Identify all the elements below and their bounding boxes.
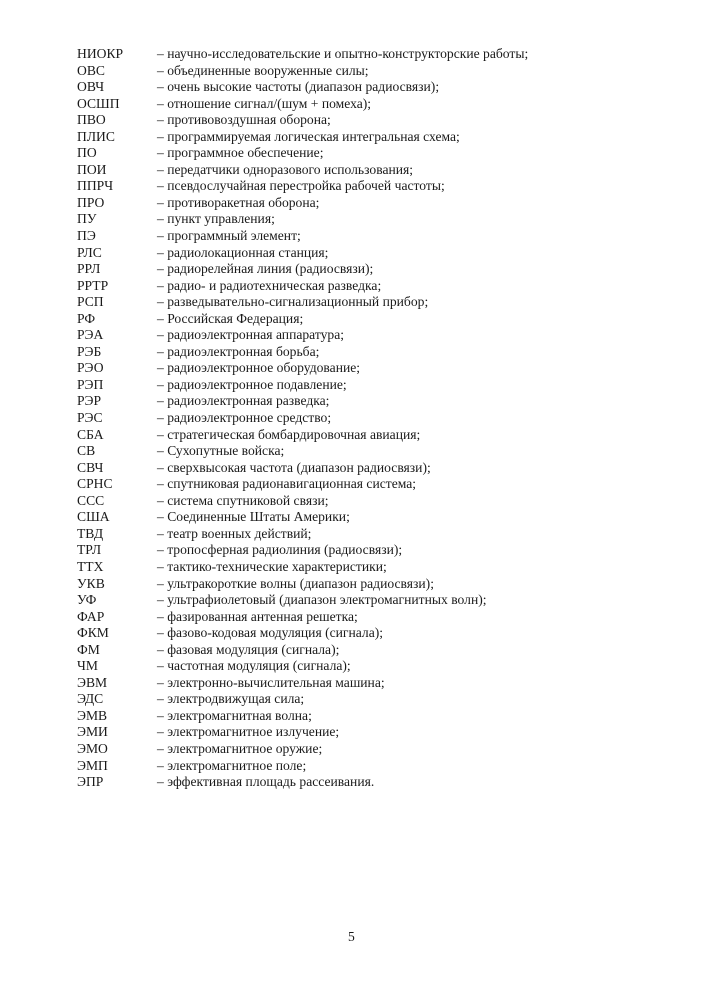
abbreviation-definition: – театр военных действий;	[157, 525, 312, 541]
abbreviation-term: ФАР	[77, 608, 105, 624]
abbreviation-term: РЭБ	[77, 343, 102, 359]
abbreviation-term: РЭА	[77, 327, 104, 343]
abbreviation-definition: – электромагнитное поле;	[157, 757, 307, 773]
abbreviation-term: ТТХ	[77, 558, 104, 574]
abbreviation-definition: – электромагнитное излучение;	[157, 724, 340, 740]
abbreviation-term: РРТР	[77, 277, 109, 293]
abbreviation-definition: – радиоэлектронная борьба;	[157, 343, 320, 359]
abbreviation-definition: – радиоэлектронное подавление;	[157, 376, 347, 392]
abbreviation-definition: – сверхвысокая частота (диапазон радиосвязи);	[157, 459, 431, 475]
abbreviation-definition: – радиоэлектронная разведка;	[157, 393, 330, 409]
abbreviation-term: ОВЧ	[77, 79, 105, 95]
abbreviation-definition: – электронно-вычислительная машина;	[157, 674, 385, 690]
abbreviation-definition: – пункт управления;	[157, 211, 275, 227]
abbreviation-term: РЭО	[77, 360, 104, 376]
abbreviation-term: РЭС	[77, 410, 103, 426]
abbreviation-term: ТРЛ	[77, 542, 102, 558]
abbreviation-definition: – стратегическая бомбардировочная авиация;	[157, 426, 421, 442]
abbreviation-definition: – программный элемент;	[157, 228, 301, 244]
page-number: 5	[348, 929, 355, 944]
abbreviation-term: ЭДС	[77, 691, 104, 707]
abbreviation-term: ЭМВ	[77, 707, 108, 723]
abbreviation-definition: – радиолокационная станция;	[157, 244, 329, 260]
abbreviation-definition: – тропосферная радиолиния (радиосвязи);	[157, 542, 403, 558]
abbreviation-term: ОВС	[77, 62, 105, 78]
abbreviation-definition: – Соединенные Штаты Америки;	[157, 509, 350, 525]
abbreviation-term: УФ	[77, 592, 97, 608]
abbreviation-definition: – радиоэлектронное средство;	[157, 410, 332, 426]
abbreviation-term: ПОИ	[77, 161, 107, 177]
abbreviation-definition: – электромагнитная волна;	[157, 707, 312, 723]
abbreviation-definition: – объединенные вооруженные силы;	[157, 62, 369, 78]
abbreviation-definition: – радиоэлектронное оборудование;	[157, 360, 361, 376]
abbreviation-term: СВ	[77, 443, 96, 459]
abbreviation-term: ОСШП	[77, 95, 120, 111]
abbreviation-term: ПРО	[77, 194, 105, 210]
abbreviation-definition: – отношение сигнал/(шум + помеха);	[157, 95, 372, 111]
abbreviation-term: РСП	[77, 294, 104, 310]
abbreviation-term: УКВ	[77, 575, 105, 591]
abbreviation-definition: – Сухопутные войска;	[157, 443, 285, 459]
abbreviation-term: РФ	[77, 310, 96, 326]
abbreviation-term: ЧМ	[77, 658, 98, 674]
abbreviation-term: СБА	[77, 426, 104, 442]
abbreviation-term: ФМ	[77, 641, 100, 657]
abbreviation-definition: – противовоздушная оборона;	[157, 112, 331, 128]
abbreviation-term: РЛС	[77, 244, 102, 260]
abbreviation-term: СРНС	[77, 476, 113, 492]
abbreviation-definition: – ультракороткие волны (диапазон радиосвязи);	[157, 575, 434, 591]
abbreviation-definition: – разведывательно-сигнализационный прибор;	[157, 294, 429, 310]
abbreviation-definition: – частотная модуляция (сигнала);	[157, 658, 351, 674]
abbreviation-definition: – эффективная площадь рассеивания.	[157, 774, 375, 790]
abbreviation-definition: – фазированная антенная решетка;	[157, 608, 358, 624]
abbreviation-term: ТВД	[77, 525, 104, 541]
abbreviation-term: ЭМП	[77, 757, 108, 773]
abbreviation-term: ПУ	[77, 211, 97, 227]
abbreviation-definition: – радио- и радиотехническая разведка;	[157, 277, 382, 293]
abbreviation-term: ПВО	[77, 112, 106, 128]
abbreviation-definition: – программируемая логическая интегральная схема;	[157, 128, 460, 144]
abbreviation-definition: – передатчики одноразового использования;	[157, 161, 414, 177]
abbreviation-definition: – научно-исследовательские и опытно-конструкторские работы;	[157, 46, 529, 61]
abbreviation-definition: – спутниковая радионавигационная система;	[157, 476, 417, 492]
abbreviation-definition: – ультрафиолетовый (диапазон электромагнитных волн);	[157, 592, 487, 608]
abbreviation-term: ПЭ	[77, 228, 96, 244]
abbreviation-definition: – радиоэлектронная аппаратура;	[157, 327, 345, 343]
abbreviation-term: ЭМО	[77, 740, 108, 756]
abbreviation-term: ПО	[77, 145, 97, 161]
abbreviation-definition: – псевдослучайная перестройка рабочей частоты;	[157, 178, 445, 194]
abbreviation-term: ПЛИС	[77, 128, 115, 144]
abbreviation-term: РРЛ	[77, 261, 101, 277]
abbreviation-term: ФКМ	[77, 625, 109, 641]
abbreviation-definition: – радиорелейная линия (радиосвязи);	[157, 261, 374, 277]
abbreviation-term: РЭР	[77, 393, 102, 409]
abbreviation-term: ППРЧ	[77, 178, 114, 194]
abbreviation-term: НИОКР	[77, 46, 124, 61]
abbreviation-definition: – фазовая модуляция (сигнала);	[157, 641, 340, 657]
abbreviation-term: ССС	[77, 492, 105, 508]
abbreviation-definition: – фазово-кодовая модуляция (сигнала);	[157, 625, 384, 641]
abbreviation-definition: – Российская Федерация;	[157, 310, 304, 326]
abbreviation-definition: – электродвижущая сила;	[157, 691, 305, 707]
abbreviation-definition: – очень высокие частоты (диапазон радиосвязи);	[157, 79, 440, 95]
abbreviation-term: СВЧ	[77, 459, 104, 475]
abbreviation-definition: – программное обеспечение;	[157, 145, 324, 161]
abbreviation-term: США	[77, 509, 110, 525]
abbreviation-term: РЭП	[77, 376, 104, 392]
abbreviation-definition: – противоракетная оборона;	[157, 194, 320, 210]
abbreviation-term: ЭМИ	[77, 724, 108, 740]
abbreviation-definition: – система спутниковой связи;	[157, 492, 329, 508]
abbreviation-term: ЭПР	[77, 774, 104, 790]
abbreviation-term: ЭВМ	[77, 674, 108, 690]
abbreviation-definition: – тактико-технические характеристики;	[157, 558, 387, 574]
abbreviation-definition: – электромагнитное оружие;	[157, 740, 323, 756]
